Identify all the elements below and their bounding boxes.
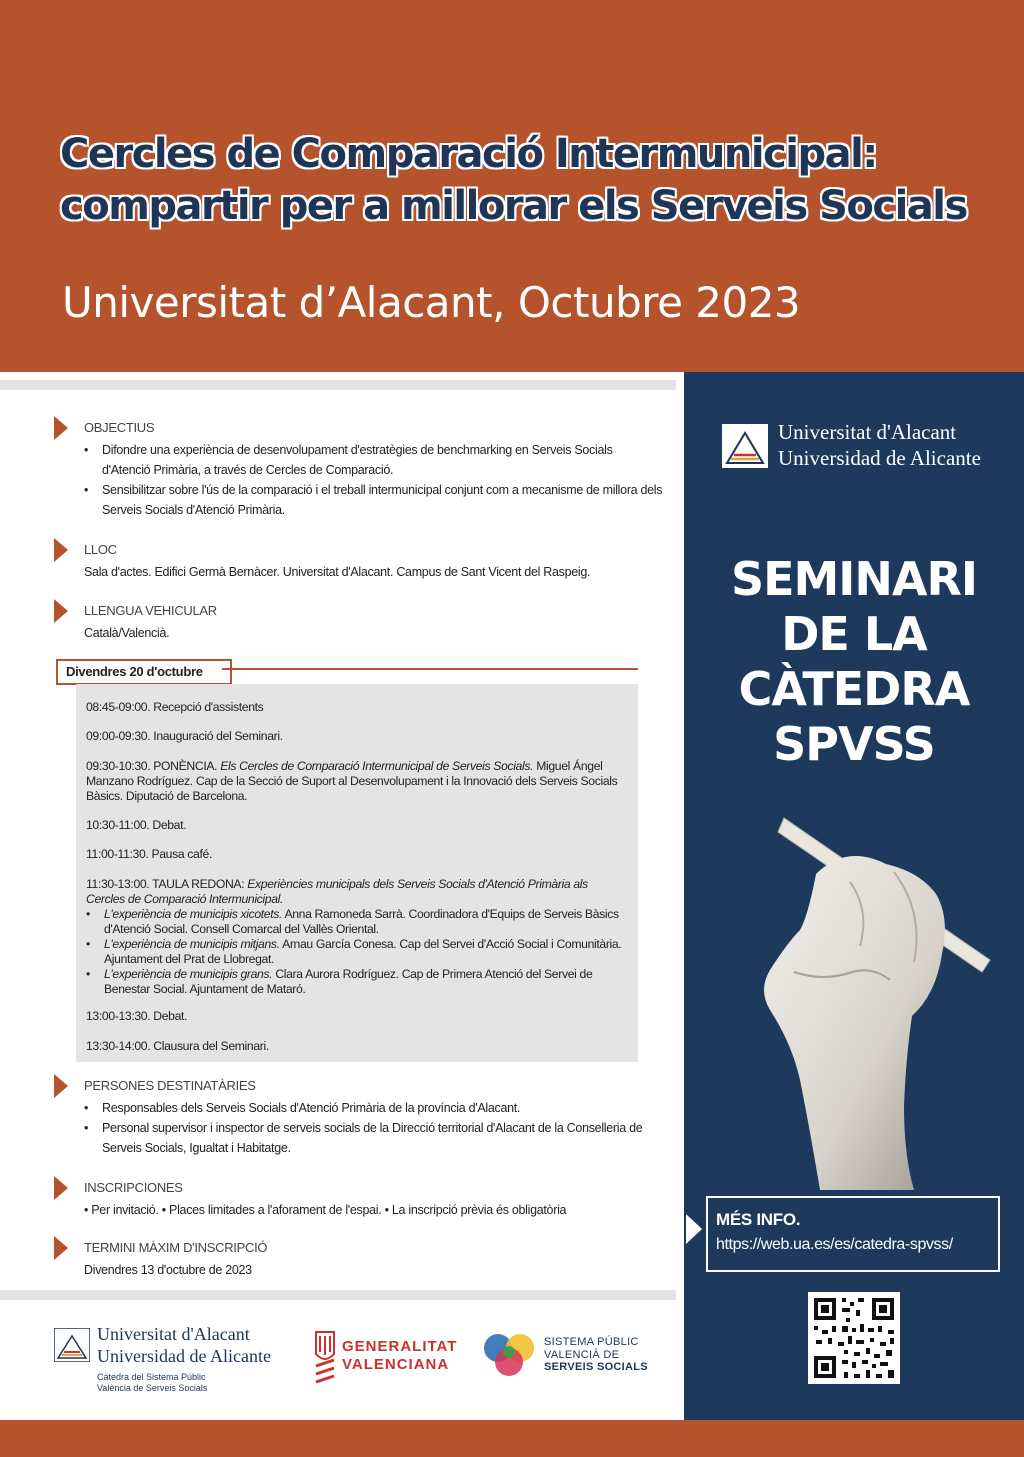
header-banner: [0, 0, 1024, 372]
section-arrow-icon: [54, 1074, 68, 1098]
section-body: [84, 1098, 664, 1158]
section-heading: LLENGUA VEHICULAR: [84, 603, 217, 618]
page-title: [60, 128, 1000, 232]
list-item: • L'experiència de municipis mitjans. Arnau García Conesa. Cap del Servei d'Acció Social i Comunitària. Ajuntament del Prat de Llobregat.: [86, 937, 626, 967]
programme-title: Els Cercles de Comparació Intermunicipal de Serveis Socials.: [220, 759, 534, 773]
section-heading: INSCRIPCIONES: [84, 1180, 183, 1195]
section-inscripcions: [54, 1176, 654, 1222]
statue-hand-image: [754, 812, 1004, 1197]
section-heading: LLOC: [84, 542, 117, 557]
section-heading: PERSONES DESTINATÀRIES: [84, 1078, 256, 1093]
programme-item: [86, 759, 626, 804]
more-info-link[interactable]: https://web.ua.es/es/catedra-spvss/: [716, 1236, 953, 1253]
programme-speaker: Miguel Ángel Manzano Rodríguez. Cap de la Secció de Suport al Desenvolupament i la Innovació dels Serveis Socials Bàsics. Diputació de Barcelona.: [86, 759, 618, 803]
list-item: • L'experiència de municipis grans. Clara Aurora Rodríguez. Cap de Primera Atenció del Servei de Benestar Social. Ajuntament de Mataró.: [86, 967, 626, 997]
generalitat-emblem-icon: [312, 1328, 338, 1388]
list-item: • L'experiència de municipis xicotets. Anna Ramoneda Sarrà. Coordinadora d'Equips de Serveis Bàsics d'Atenció Social. Consell Comarcal del Vallès Oriental.: [86, 907, 626, 937]
programme-item: 09:00-09:30. Inauguració del Seminari.: [86, 729, 283, 743]
section-arrow-icon: [54, 416, 68, 440]
section-arrow-icon: [54, 1236, 68, 1260]
section-body: • Per invitació. • Places limitades a l'aforament de l'espai. • La inscripció prèvia és obligatòria: [84, 1203, 567, 1217]
programme-time: 09:30-10:30. PONÈNCIA.: [86, 759, 218, 773]
bottom-divider: [0, 1290, 676, 1300]
more-info-box: [706, 1196, 1000, 1272]
section-arrow-icon: [54, 599, 68, 623]
logos-strip: [0, 1300, 684, 1420]
programme-box: [76, 684, 638, 1062]
ua-catedra-line2: València de Serveis Socials: [97, 1383, 208, 1393]
spvss-circles-icon: [482, 1330, 538, 1380]
side-ua-logo: [722, 420, 1002, 474]
top-divider: [0, 380, 676, 390]
page-subtitle: Universitat d’Alacant, Octubre 2023: [62, 278, 801, 327]
info-arrow-icon: [686, 1214, 702, 1244]
programme-item: 13:30-14:00. Clausura del Seminari.: [86, 1039, 269, 1053]
programme-item: 08:45-09:00. Recepció d'assistents: [86, 700, 264, 714]
section-body: Divendres 13 d'octubre de 2023: [84, 1263, 252, 1277]
day-label: Divendres 20 d'octubre: [56, 659, 232, 685]
section-llengua: [54, 599, 654, 645]
side-ua-name-ca: Universitat d'Alacant: [778, 420, 957, 444]
section-termini: [54, 1236, 654, 1282]
footer-bar: [0, 1420, 1024, 1457]
list-item: • Personal supervisor i inspector de serveis socials de la Direcció territorial d'Alacant de la Conselleria de Serveis Socials, Igualtat i Habitatge.: [84, 1118, 664, 1158]
programme-item: 11:00-11:30. Pausa café.: [86, 847, 212, 861]
title-line-1: Cercles de Comparació Intermunicipal:: [60, 131, 877, 177]
section-lloc: [54, 538, 654, 584]
section-heading: OBJECTIUS: [84, 420, 155, 435]
generalitat-text: GENERALITAT VALENCIANA: [342, 1338, 458, 1373]
more-info-label: MÉS INFO.: [716, 1210, 801, 1229]
ua-name-ca: Universitat d'Alacant: [97, 1324, 250, 1344]
programme-time: 11:30-13:00. TAULA REDONA:: [86, 877, 245, 891]
list-item: • Responsables dels Serveis Socials d'Atenció Primària de la província d'Alacant.: [84, 1098, 664, 1118]
qr-code-icon[interactable]: [808, 1292, 900, 1384]
section-objectius: [54, 416, 663, 526]
list-item: • Difondre una experiència de desenvolupament d'estratègies de benchmarking en Serveis Socials d'Atenció Primària, a través de Cercles de Comparació.: [84, 440, 664, 480]
section-arrow-icon: [54, 538, 68, 562]
ua-triangle-icon: [54, 1328, 90, 1362]
section-arrow-icon: [54, 1176, 68, 1200]
section-body: Sala d'actes. Edifici Germà Bernàcer. Universitat d'Alacant. Campus de Sant Vicent del Raspeig.: [84, 565, 591, 579]
section-persones: [54, 1074, 654, 1164]
ua-catedra-line1: Càtedra del Sistema Públic: [97, 1372, 206, 1382]
section-body: [84, 440, 664, 520]
ua-name-es: Universidad de Alicante: [97, 1346, 271, 1366]
spvss-text: SISTEMA PÚBLIC VALENCIÀ DE SERVEIS SOCIALS: [544, 1336, 648, 1373]
programme-item: 13:00-13:30. Debat.: [86, 1009, 188, 1023]
programme-item: [86, 877, 626, 997]
spvss-logo: [482, 1330, 672, 1390]
day-divider: [222, 668, 638, 670]
ua-triangle-icon: [722, 424, 768, 468]
title-line-2: compartir per a millorar els Serveis Socials: [60, 183, 967, 229]
programme-title: Experiències municipals dels Serveis Socials d'Atenció Primària als Cercles de Comparació Intermunicipal.: [86, 877, 588, 906]
side-ua-name-es: Universidad de Alicante: [778, 446, 981, 470]
side-panel: [684, 372, 1024, 1420]
section-body: Català/Valencià.: [84, 626, 170, 640]
programme-item: 10:30-11:00. Debat.: [86, 818, 187, 832]
section-heading: TERMINI MÀXIM D'INSCRIPCIÓ: [84, 1240, 268, 1255]
seminar-title: SEMINARI DE LA CÀTEDRA SPVSS: [730, 552, 978, 771]
generalitat-logo: [312, 1328, 472, 1392]
list-item: • Sensibilitzar sobre l'ús de la comparació i el treball intermunicipal conjunt com a mecanisme de millora dels Serveis Socials d'Atenció Primària.: [84, 480, 664, 520]
